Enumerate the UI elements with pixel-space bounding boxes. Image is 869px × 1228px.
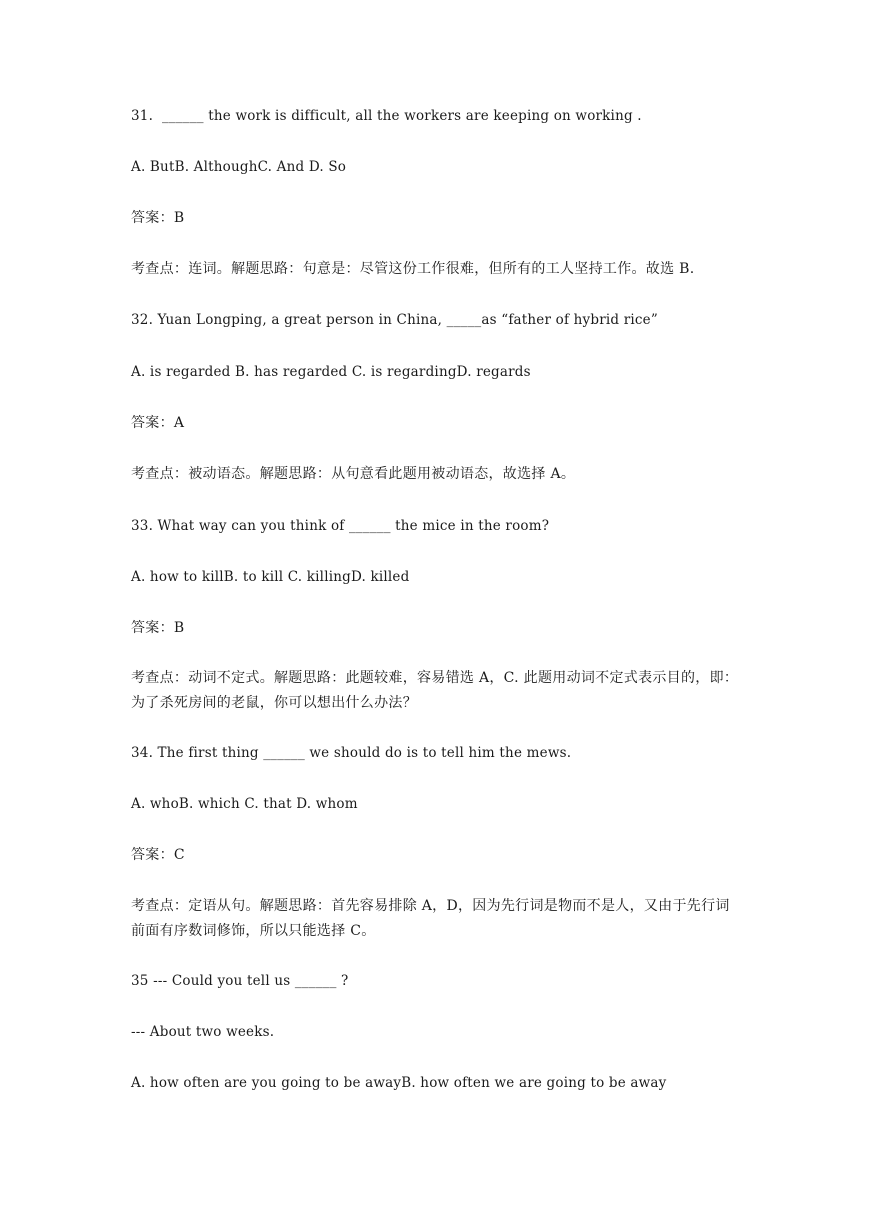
question-31-answer: 答案：B bbox=[131, 210, 185, 226]
question-35-stem: 35 --- Could you tell us ______ ? bbox=[131, 973, 349, 989]
question-33-analysis: 考查点：动词不定式。解题思路：此题较难，容易错选 A，C. 此题用动词不定式表示目的，即：为了杀死房间的老鼠，你可以想出什么办法？ bbox=[131, 670, 739, 711]
question-33-options: A. how to killB. to kill C. killingD. killed bbox=[131, 569, 410, 585]
question-32-options: A. is regarded B. has regarded C. is regardingD. regards bbox=[131, 364, 531, 380]
question-33-answer: 答案：B bbox=[131, 620, 185, 636]
question-31-stem: 31. ______ the work is difficult, all the workers are keeping on working . bbox=[131, 108, 642, 124]
question-32-analysis: 考查点：被动语态。解题思路：从句意看此题用被动语态，故选择 A。 bbox=[131, 466, 576, 482]
question-32-answer: 答案：A bbox=[131, 415, 185, 431]
question-34-options: A. whoB. which C. that D. whom bbox=[131, 796, 358, 812]
question-35-options: A. how often are you going to be awayB. how often we are going to be away bbox=[131, 1075, 667, 1091]
question-34-stem: 34. The first thing ______ we should do is to tell him the mews. bbox=[131, 745, 572, 761]
question-31-analysis: 考查点：连词。解题思路：句意是：尽管这份工作很难，但所有的工人坚持工作。故选 B. bbox=[131, 261, 695, 277]
question-33-stem: 33. What way can you think of ______ the mice in the room? bbox=[131, 518, 550, 534]
question-34-analysis: 考查点：定语从句。解题思路：首先容易排除 A，D，因为先行词是物而不是人，又由于先行词前面有序数词修饰，所以只能选择 C。 bbox=[131, 898, 730, 939]
question-35-reply: --- About two weeks. bbox=[131, 1024, 275, 1040]
question-34-answer: 答案：C bbox=[131, 847, 185, 863]
question-32-stem: 32. Yuan Longping, a great person in China, _____as “father of hybrid rice” bbox=[131, 312, 658, 328]
question-31-options: A. ButB. AlthoughC. And D. So bbox=[131, 159, 347, 175]
